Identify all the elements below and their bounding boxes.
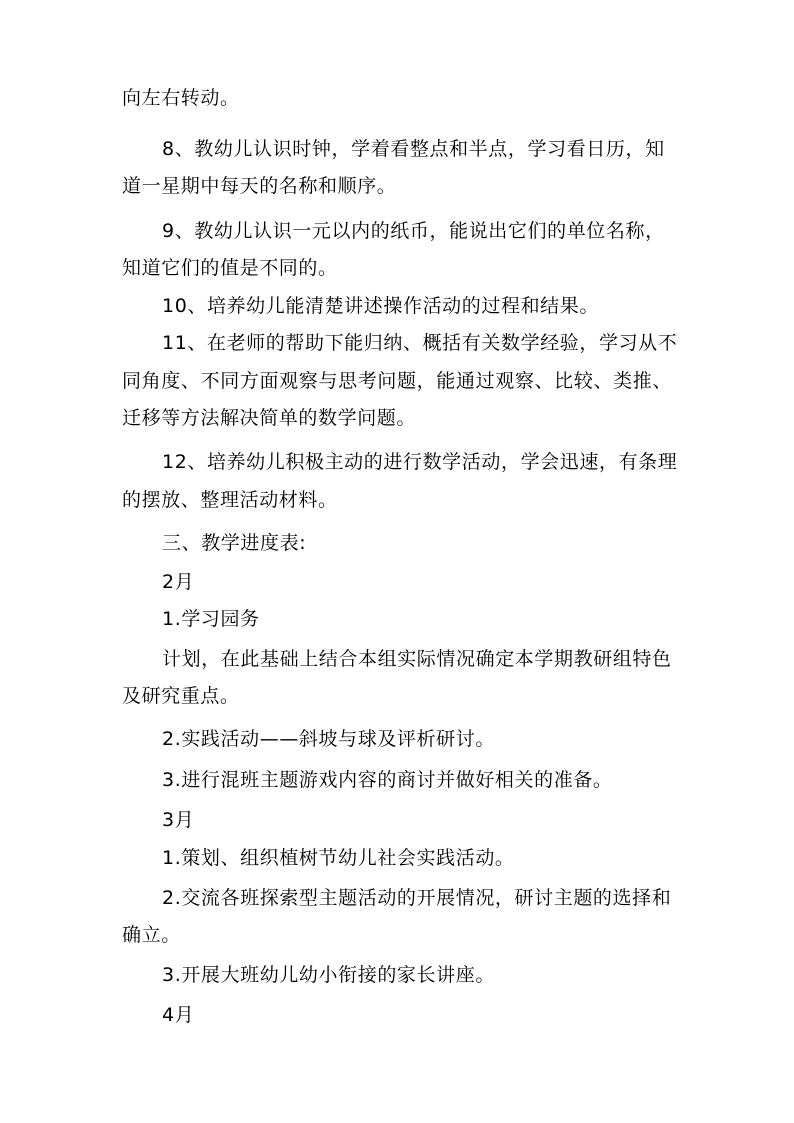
text-line: 道一星期中每天的名称和顺序。	[122, 175, 397, 197]
text-line: 2.交流各班探索型主题活动的开展情况，研讨主题的选择和	[162, 887, 672, 909]
text-line: 3.开展大班幼儿幼小衔接的家长讲座。	[162, 964, 495, 986]
text-line: 11、在老师的帮助下能归纳、概括有关数学经验，学习从不	[162, 332, 678, 354]
text-line: 8、教幼儿认识时钟，学着看整点和半点，学习看日历，知	[162, 138, 665, 160]
text-line: 向左右转动。	[122, 87, 240, 109]
text-line: 同角度、不同方面观察与思考问题，能通过观察、比较、类推、	[122, 370, 672, 392]
text-line: 确立。	[122, 924, 181, 946]
month-heading: 3月	[162, 809, 195, 831]
text-line: 2.实践活动——斜坡与球及评析研讨。	[162, 728, 495, 750]
month-heading: 2月	[162, 571, 195, 593]
text-line: 的摆放、整理活动材料。	[122, 489, 338, 511]
text-line: 10、培养幼儿能清楚讲述操作活动的过程和结果。	[162, 295, 599, 317]
text-line: 计划，在此基础上结合本组实际情况确定本学期教研组特色	[162, 648, 672, 670]
month-heading: 4月	[162, 1004, 195, 1026]
text-line: 及研究重点。	[122, 685, 240, 707]
text-line: 迁移等方法解决简单的数学问题。	[122, 407, 417, 429]
text-line: 1.学习园务	[162, 608, 260, 630]
text-line: 9、教幼儿认识一元以内的纸币，能说出它们的单位名称，	[162, 220, 665, 242]
section-heading: 三、教学进度表:	[162, 532, 307, 554]
text-line: 知道它们的值是不同的。	[122, 257, 338, 279]
text-line: 12、培养幼儿积极主动的进行数学活动，学会迅速，有条理	[162, 451, 678, 473]
text-line: 3.进行混班主题游戏内容的商讨并做好相关的准备。	[162, 769, 613, 791]
text-line: 1.策划、组织植树节幼儿社会实践活动。	[162, 847, 515, 869]
